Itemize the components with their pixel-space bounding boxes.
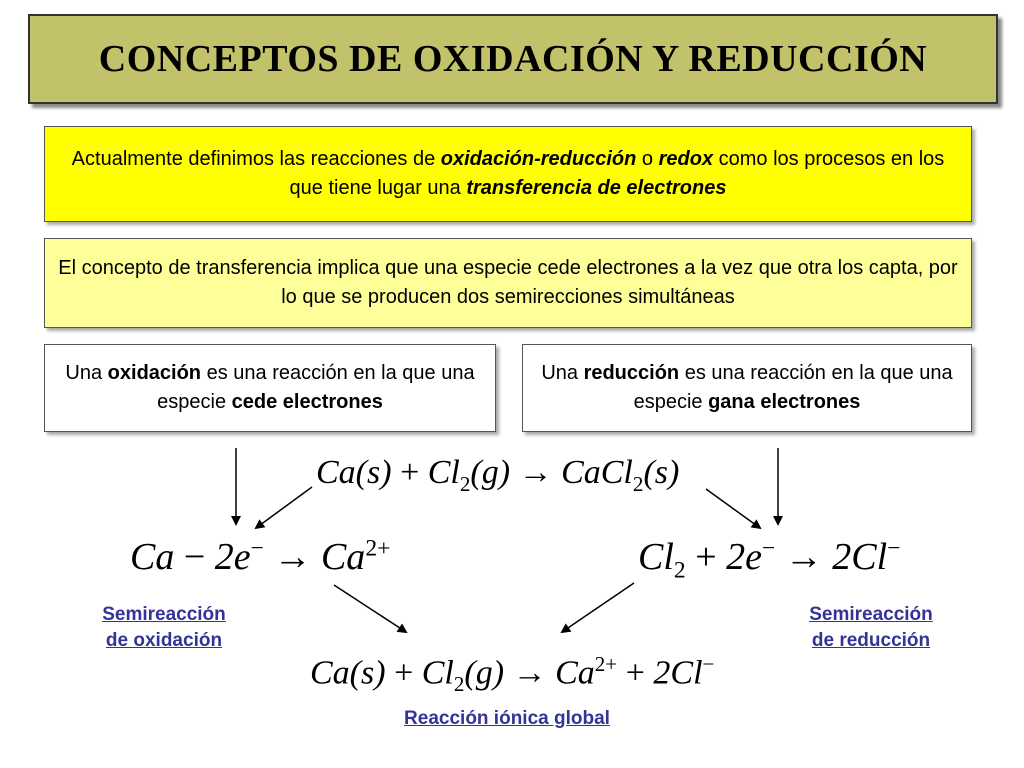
eq-term: Ca(s): [316, 454, 392, 491]
reduction-half-equation: [638, 535, 900, 585]
eq-operator: −: [183, 536, 206, 578]
oxidation-half-reaction-link[interactable]: [74, 602, 254, 653]
eq-arrow: →: [518, 454, 553, 491]
oxidation-text-part: es una reacción en la que una especie: [157, 362, 475, 413]
eq-superscript: −: [762, 535, 776, 562]
eq-operator: +: [394, 654, 414, 692]
eq-subscript: 2: [453, 672, 465, 697]
link-line: Semireacción: [809, 604, 933, 625]
global-ionic-reaction-link[interactable]: [362, 706, 652, 732]
definition-text-part: como los procesos en los que tiene lugar una: [289, 148, 945, 199]
term-reduction: reducción: [583, 362, 680, 384]
eq-arrow: →: [512, 654, 547, 692]
eq-operator: +: [625, 654, 645, 692]
link-line: Semireacción: [102, 604, 226, 625]
eq-term: 2e: [726, 536, 762, 578]
transfer-concept-text: El concepto de transferencia implica que una especie cede electrones a la vez que otra los capta, por lo que se producen dos semirecciones simultáneas: [58, 257, 958, 308]
term-electron-transfer: transferencia de electrones: [466, 177, 727, 199]
eq-superscript: 2+: [594, 652, 618, 676]
definition-text-part: o: [636, 148, 659, 170]
reduction-text-part: Una: [541, 362, 584, 384]
link-line: Reacción iónica global: [404, 708, 610, 729]
oxidation-text-part: Una: [65, 362, 108, 384]
global-ionic-equation: [310, 652, 714, 697]
main-reaction-equation: [316, 454, 679, 497]
eq-arrow: →: [784, 536, 823, 578]
eq-operator: +: [695, 536, 717, 578]
reduction-text-part: es una reacción en la que una especie: [633, 362, 953, 413]
eq-term: (g): [464, 654, 505, 692]
eq-term: 2Cl: [653, 654, 703, 692]
eq-superscript: 2+: [365, 535, 391, 562]
eq-superscript: −: [702, 652, 715, 676]
oxidation-half-equation: [130, 535, 390, 579]
eq-term: Ca: [320, 536, 366, 578]
arrow-oxidation-to-global: [334, 585, 406, 632]
eq-term: Ca: [130, 536, 175, 578]
eq-term: 2Cl: [832, 536, 888, 578]
term-gana-electrones: gana electrones: [708, 391, 861, 413]
arrow-main-to-reduction: [706, 489, 760, 528]
eq-term: Cl: [427, 454, 460, 491]
eq-term: Ca(s): [310, 654, 386, 692]
arrow-reduction-to-global: [562, 583, 634, 632]
eq-term: (g): [470, 454, 511, 491]
term-oxidation: oxidación: [107, 362, 202, 384]
eq-subscript: 2: [459, 471, 471, 496]
eq-arrow: →: [273, 536, 312, 578]
eq-subscript: 2: [632, 471, 644, 496]
link-line: de reducción: [811, 629, 931, 651]
eq-term: CaCl: [561, 454, 633, 491]
eq-term: Cl: [638, 536, 674, 578]
term-redox: redox: [658, 148, 714, 170]
page-title: CONCEPTOS DE OXIDACIÓN Y REDUCCIÓN: [98, 38, 928, 80]
term-cede-electrones: cede electrones: [231, 391, 383, 413]
eq-subscript: 2: [673, 557, 686, 584]
eq-term: Ca: [555, 654, 595, 692]
reduction-half-reaction-link[interactable]: [780, 602, 962, 653]
eq-term: Cl: [421, 654, 454, 692]
term-oxidation-reduction: oxidación-reducción: [440, 148, 637, 170]
definition-text-part: Actualmente definimos las reacciones de: [71, 148, 441, 170]
link-line: de oxidación: [105, 629, 223, 651]
eq-operator: +: [400, 454, 420, 491]
eq-term: (s): [643, 454, 680, 491]
eq-term: 2e: [214, 536, 251, 578]
arrow-main-to-oxidation: [256, 487, 312, 528]
eq-superscript: −: [887, 535, 901, 562]
eq-superscript: −: [250, 535, 264, 562]
